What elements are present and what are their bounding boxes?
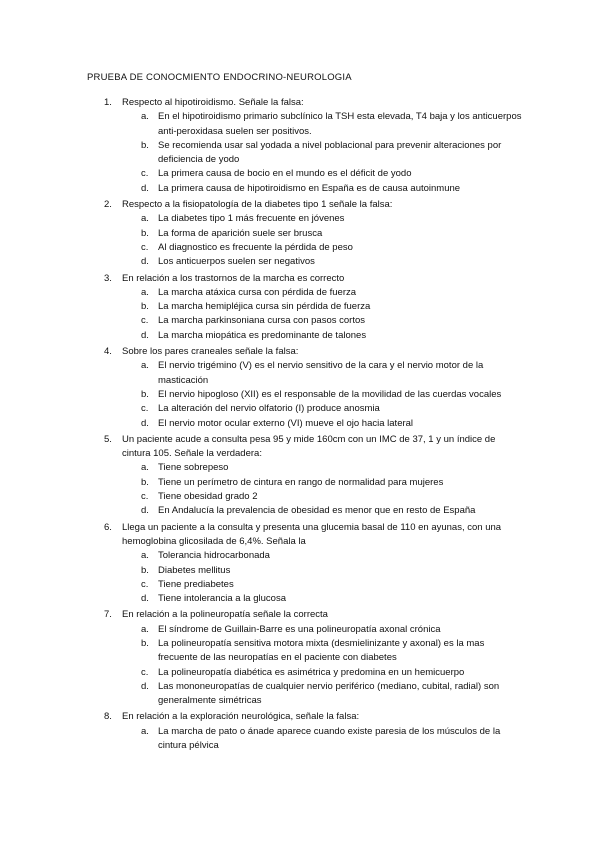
option-letter: a. — [141, 462, 149, 474]
question-number: 1. — [104, 97, 112, 108]
option-letter: c. — [141, 578, 149, 590]
answer-option — [141, 300, 524, 314]
question-item — [104, 345, 524, 431]
option-list — [104, 359, 524, 430]
option-list — [104, 110, 524, 196]
option-text: La marcha parkinsoniana cursa con pasos cortos — [158, 315, 366, 327]
option-letter: c. — [141, 666, 149, 678]
answer-option — [141, 592, 524, 606]
answer-option — [141, 241, 524, 255]
option-letter: b. — [141, 388, 149, 400]
answer-option — [141, 212, 524, 226]
document-title: PRUEBA DE CONOCMIENTO ENDOCRINO-NEUROLOGIA — [87, 72, 352, 83]
option-letter: a. — [141, 360, 149, 372]
question-item — [104, 608, 524, 708]
option-list — [104, 549, 524, 606]
answer-option — [141, 578, 524, 592]
option-list — [104, 725, 524, 754]
option-letter: b. — [141, 564, 149, 576]
option-text: Tiene obesidad grado 2 — [158, 491, 258, 503]
question-item — [104, 96, 524, 196]
question-text: En relación a la polineuropatía señale la correcta — [122, 609, 328, 621]
answer-option — [141, 504, 524, 518]
option-text: Tolerancia hidrocarbonada — [158, 550, 270, 562]
option-list — [104, 212, 524, 269]
answer-option — [141, 666, 524, 680]
answer-option — [141, 680, 524, 709]
option-letter: c. — [141, 403, 149, 415]
option-text: En Andalucía la prevalencia de obesidad es menor que en resto de España — [158, 505, 476, 517]
option-letter: d. — [141, 593, 149, 605]
option-text: Tiene prediabetes — [158, 578, 234, 590]
option-list — [104, 461, 524, 518]
option-letter: d. — [141, 417, 149, 429]
question-text: Sobre los pares craneales señale la falsa: — [122, 346, 299, 358]
question-number: 2. — [104, 199, 112, 211]
option-letter: a. — [141, 111, 149, 123]
option-text: Tiene un perímetro de cintura en rango de normalidad para mujeres — [158, 476, 444, 488]
question-number: 4. — [104, 346, 112, 358]
option-text: Al diagnostico es frecuente la pérdida de peso — [158, 241, 353, 253]
option-letter: a. — [141, 550, 149, 562]
question-number: 5. — [104, 433, 112, 445]
question-number: 3. — [104, 272, 112, 284]
option-text: La alteración del nervio olfatorio (I) produce anosmia — [158, 403, 380, 415]
question-number: 6. — [104, 521, 112, 533]
answer-option — [141, 139, 524, 168]
option-text: Los anticuerpos suelen ser negativos — [158, 256, 315, 268]
question-item — [104, 272, 524, 343]
option-text: Las mononeuropatías de cualquier nervio periférico (mediano, cubital, radial) son generalmente simétricas — [158, 680, 500, 707]
answer-option — [141, 314, 524, 328]
question-text: Un paciente acude a consulta pesa 95 y mide 160cm con un IMC de 37, 1 y un índice de cintura 105. Señale la verdadera: — [122, 433, 496, 460]
option-text: El síndrome de Guillain-Barre es una polineuropatía axonal crónica — [158, 623, 441, 635]
option-text: La forma de aparición suele ser brusca — [158, 227, 323, 239]
option-text: El nervio trigémino (V) es el nervio sensitivo de la cara y el nervio motor de la masticación — [158, 360, 484, 386]
option-text: La marcha hemipléjica cursa sin pérdida de fuerza — [158, 301, 371, 313]
option-text: La marcha de pato o ánade aparece cuando existe paresia de los músculos de la cintura pélvica — [158, 725, 501, 752]
answer-option — [141, 637, 524, 666]
question-text: Respecto a la fisiopatología de la diabetes tipo 1 señale la falsa: — [122, 199, 393, 211]
option-text: La polineuropatía diabética es asimétrica y predomina en un hemicuerpo — [158, 666, 465, 678]
question-text: Respecto al hipotiroidismo. Señale la falsa: — [122, 97, 304, 108]
option-text: Tiene intolerancia a la glucosa — [158, 593, 286, 605]
option-text: El nervio hipogloso (XII) es el responsable de la movilidad de las cuerdas vocales — [158, 388, 502, 400]
option-text: La polineuropatía sensitiva motora mixta (desmielinizante y axonal) es la mas frecuente de las neuropatías en el paciente con diabetes — [158, 637, 485, 664]
option-letter: d. — [141, 680, 149, 692]
question-item — [104, 433, 524, 519]
answer-option — [141, 286, 524, 300]
option-text: La marcha miopática es predominante de talones — [158, 329, 367, 341]
option-text: La primera causa de bocio en el mundo es el déficit de yodo — [158, 168, 412, 180]
answer-option — [141, 725, 524, 754]
option-text: Tiene sobrepeso — [158, 462, 229, 474]
option-list — [104, 286, 524, 343]
answer-option — [141, 476, 524, 490]
option-letter: d. — [141, 256, 149, 268]
option-letter: b. — [141, 301, 149, 313]
question-list — [104, 96, 524, 755]
answer-option — [141, 461, 524, 475]
answer-option — [141, 549, 524, 563]
option-letter: c. — [141, 315, 149, 327]
option-letter: a. — [141, 725, 149, 737]
option-letter: c. — [141, 168, 149, 180]
question-number: 8. — [104, 711, 112, 723]
answer-option — [141, 388, 524, 402]
question-number: 7. — [104, 609, 112, 621]
option-letter: b. — [141, 476, 149, 488]
option-letter: b. — [141, 637, 149, 649]
answer-option — [141, 623, 524, 637]
question-text: En relación a los trastornos de la marcha es correcto — [122, 272, 345, 284]
option-text: Se recomienda usar sal yodada a nivel poblacional para prevenir alteraciones por deficiencia de yodo — [158, 139, 502, 166]
answer-option — [141, 227, 524, 241]
option-letter: a. — [141, 623, 149, 635]
option-letter: d. — [141, 329, 149, 341]
question-item — [104, 521, 524, 607]
option-text: La diabetes tipo 1 más frecuente en jóvenes — [158, 213, 345, 225]
option-letter: a. — [141, 213, 149, 225]
answer-option — [141, 329, 524, 343]
option-letter: c. — [141, 241, 149, 253]
answer-option — [141, 182, 524, 196]
option-list — [104, 623, 524, 709]
option-text: En el hipotiroidismo primario subclínico la TSH esta elevada, T4 baja y los anticuerpos anti-peroxidasa suelen ser positivos. — [158, 111, 522, 137]
answer-option — [141, 110, 524, 139]
answer-option — [141, 417, 524, 431]
answer-option — [141, 255, 524, 269]
option-text: La marcha atáxica cursa con pérdida de fuerza — [158, 286, 357, 298]
option-letter: d. — [141, 182, 149, 194]
question-item — [104, 710, 524, 753]
option-letter: c. — [141, 491, 149, 503]
option-text: Diabetes mellitus — [158, 564, 231, 576]
option-letter: a. — [141, 286, 149, 298]
option-letter: d. — [141, 505, 149, 517]
answer-option — [141, 167, 524, 181]
option-text: El nervio motor ocular externo (VI) mueve el ojo hacia lateral — [158, 417, 414, 429]
option-text: La primera causa de hipotiroidismo en España es de causa autoinmune — [158, 182, 461, 194]
answer-option — [141, 359, 524, 388]
question-text: Llega un paciente a la consulta y presenta una glucemia basal de 110 en ayunas, con una hemoglobina glicosilada de 6,4%. Señala la — [122, 521, 502, 547]
answer-option — [141, 564, 524, 578]
option-letter: b. — [141, 139, 149, 151]
answer-option — [141, 490, 524, 504]
answer-option — [141, 402, 524, 416]
question-item — [104, 198, 524, 269]
question-text: En relación a la exploración neurológica, señale la falsa: — [122, 711, 360, 723]
option-letter: b. — [141, 227, 149, 239]
